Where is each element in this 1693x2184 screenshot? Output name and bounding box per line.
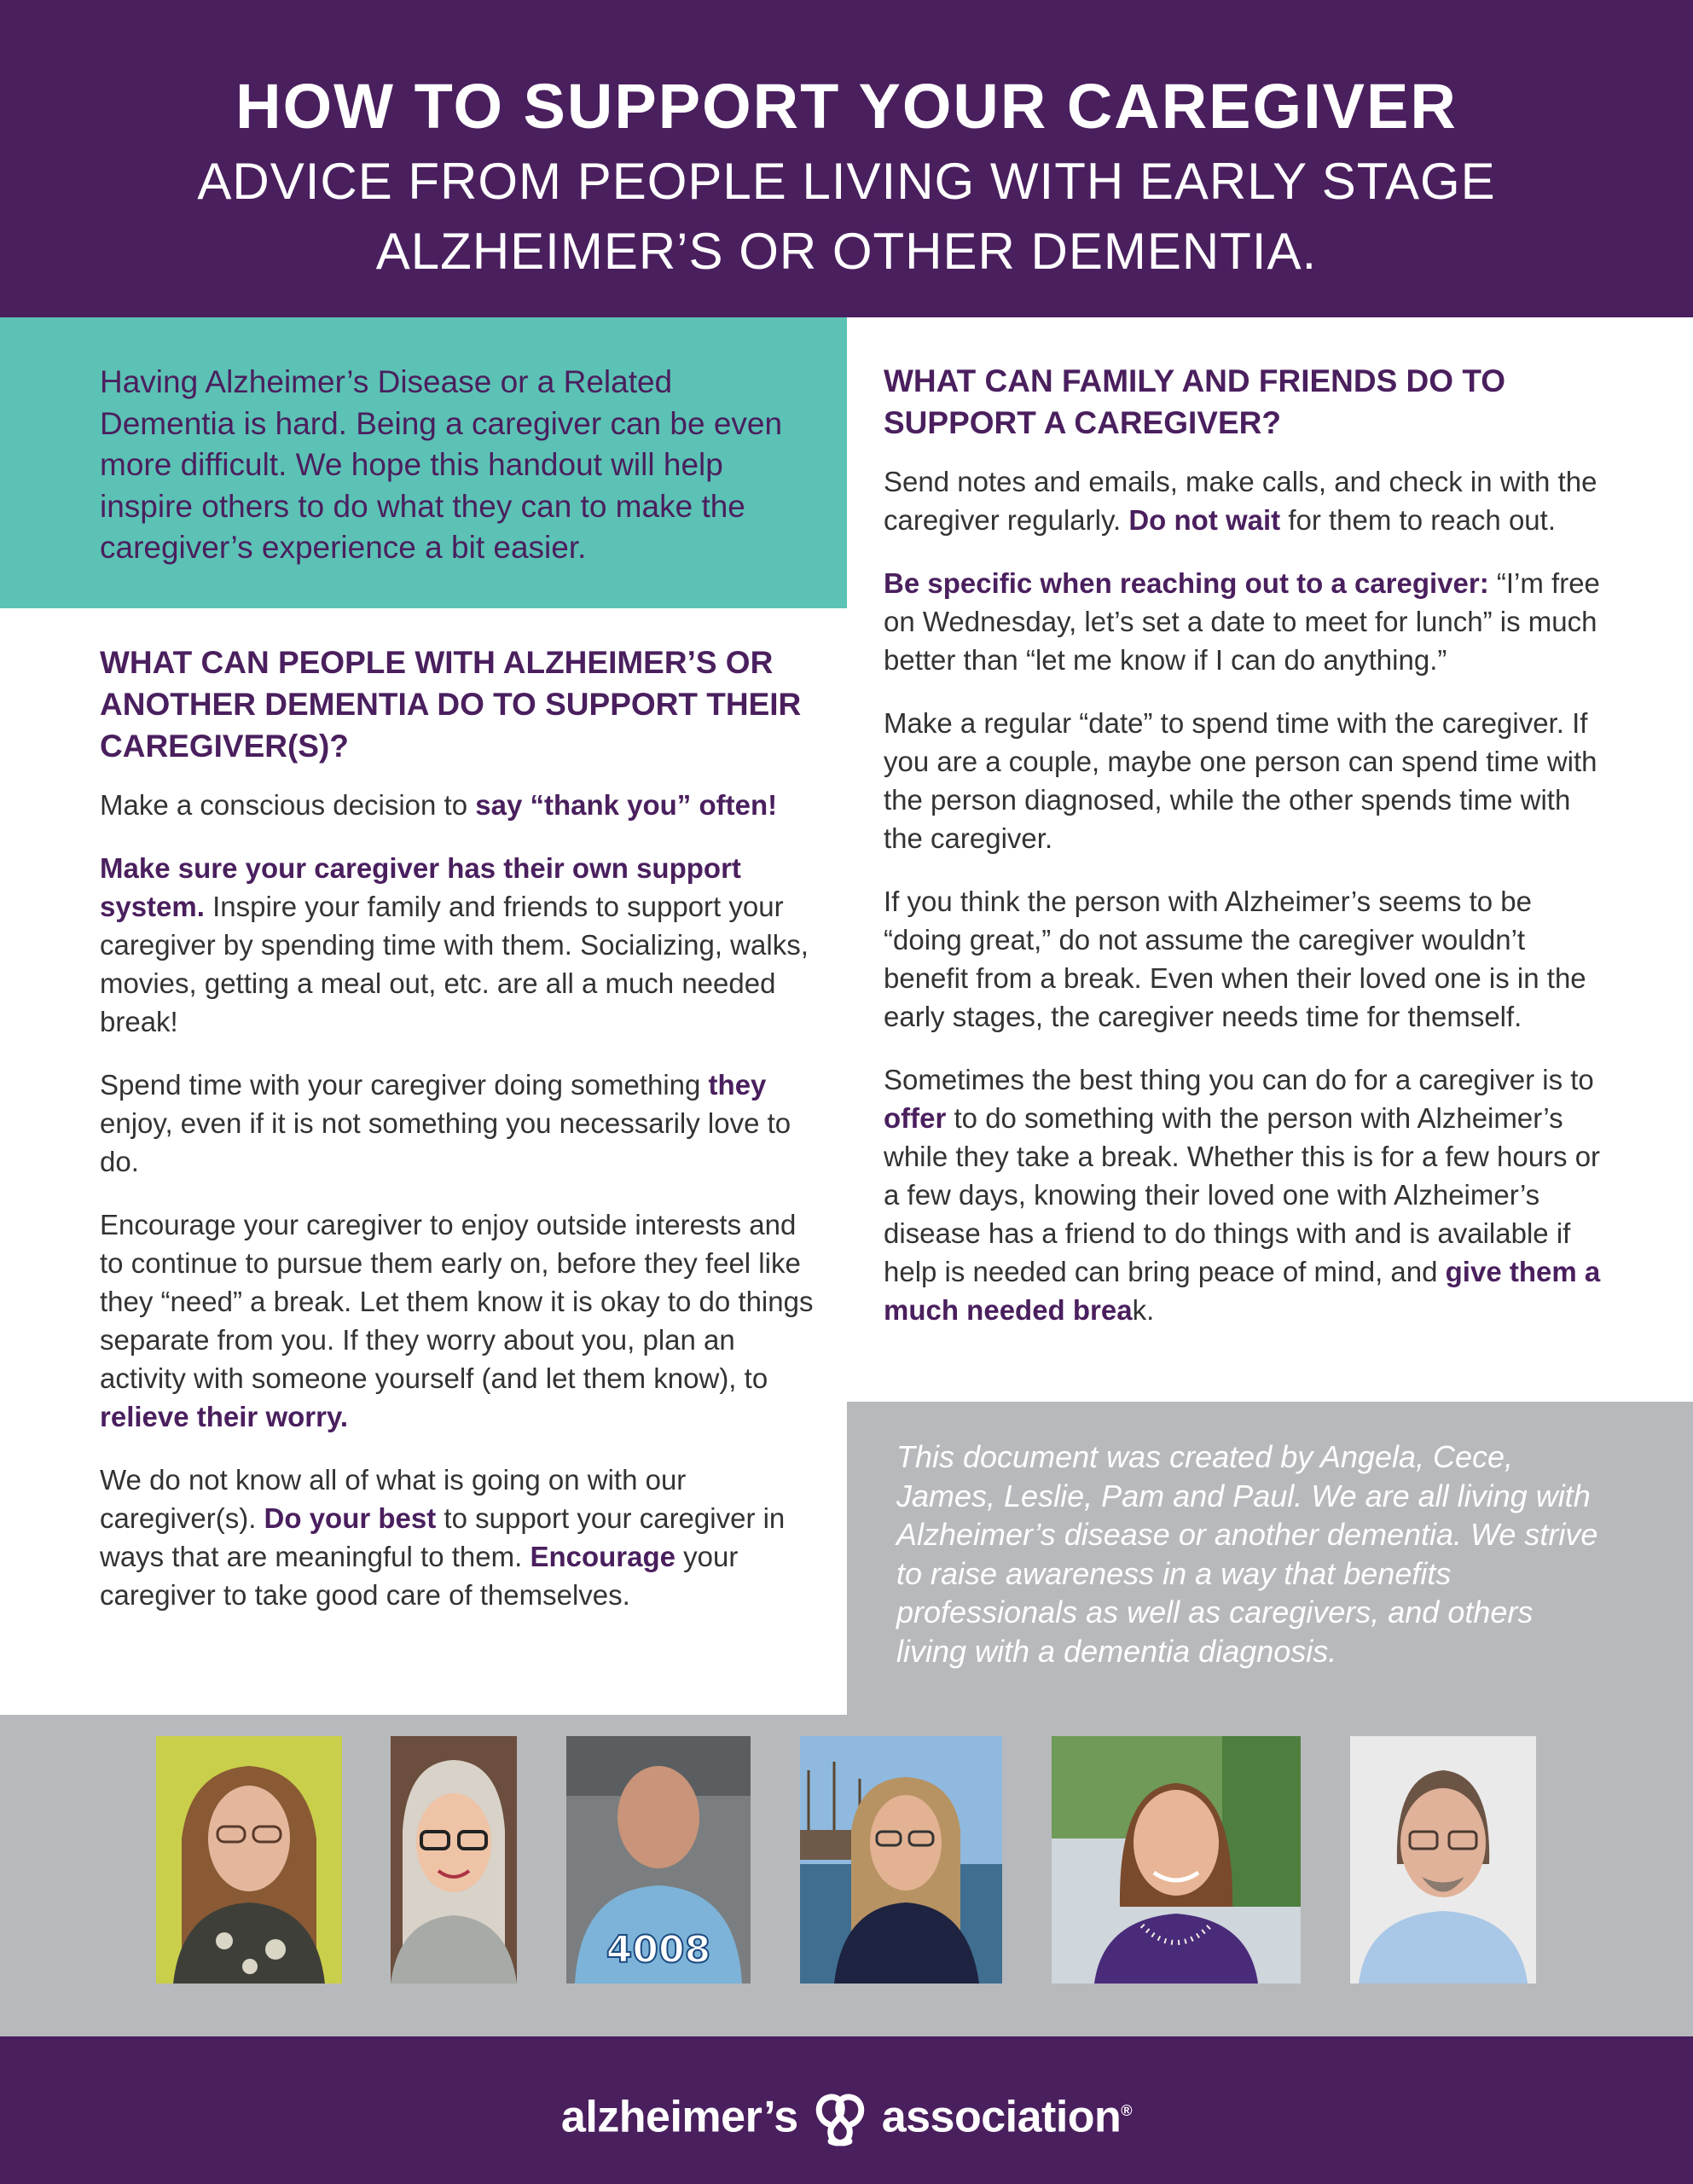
registered-mark: ®	[1121, 2102, 1133, 2119]
right-paragraph-2: Be specific when reaching out to a caregiver: “I’m free on Wednesday, let’s set a date to meet for lunch” is much better than “let me know if I can do anything.”	[884, 567, 1600, 676]
association-logo-icon	[810, 2090, 870, 2150]
right-paragraph-5: Sometimes the best thing you can do for a caregiver is to offer to do something with the person with Alzheimer’s while they take a break. Whether this is for a few hours or a few days, knowing their loved one with Alzheimer’s disease has a friend to do things with and is available if help is needed can bring peace of mind, and give them a much needed break.	[884, 1064, 1601, 1326]
right-heading: WHAT CAN FAMILY AND FRIENDS DO TO SUPPORT A CAREGIVER?	[884, 363, 1506, 440]
left-paragraph-3: Spend time with your caregiver doing something they enjoy, even if it is not something you necessarily love to do.	[100, 1069, 791, 1177]
header-banner	[0, 0, 1693, 317]
svg-text:4008: 4008	[606, 1928, 711, 1972]
photo-paul	[1350, 1736, 1536, 1984]
left-paragraph-4: Encourage your caregiver to enjoy outside interests and to continue to pursue them early on, before they feel like they “need” a break. Let them know it is okay to do things separate from you. If they worry about you, plan an activity with someone yourself (and let them know), to relieve their worry.	[100, 1209, 814, 1432]
photo-angela	[156, 1736, 342, 1984]
page-title: HOW TO SUPPORT YOUR CAREGIVER	[235, 71, 1458, 142]
logo-text-right: association	[881, 2092, 1122, 2142]
right-paragraph-4: If you think the person with Alzheimer’s seems to be “doing great,” do not assume the caregiver wouldn’t benefit from a break. Even when their loved one is in the early stages, the caregiver needs time for themself.	[884, 886, 1586, 1032]
left-heading: WHAT CAN PEOPLE WITH ALZHEIMER’S OR ANOTHER DEMENTIA DO TO SUPPORT THEIR CAREGIVER(S)?	[100, 645, 802, 764]
photo-strip	[0, 1715, 1693, 2036]
credit-text: This document was created by Angela, Cece, James, Leslie, Pam and Paul. We are all living with Alzheimer’s disease or another dementia. We strive to raise awareness in a way that benefits professionals as well as caregivers, and others living with a dementia diagnosis.	[896, 1439, 1598, 1669]
left-paragraph-5: We do not know all of what is going on with our caregiver(s). Do your best to support your caregiver in ways that are meaningful to them. Encourage your caregiver to take good care of themselves.	[100, 1464, 786, 1611]
photo-cece	[391, 1736, 517, 1984]
right-paragraph-1: Send notes and emails, make calls, and check in with the caregiver regularly. Do not wait for them to reach out.	[884, 466, 1597, 536]
page-subtitle: ADVICE FROM PEOPLE LIVING WITH EARLY STAGE ALZHEIMER’S OR OTHER DEMENTIA.	[197, 153, 1496, 280]
photo-pam	[1052, 1736, 1301, 1984]
intro-text: Having Alzheimer’s Disease or a Related Dementia is hard. Being a caregiver can be even more difficult. We hope this handout will help inspire others to do what they can to make the caregiver’s experience a bit easier.	[100, 364, 783, 565]
photo-leslie	[800, 1736, 1002, 1984]
right-paragraph-3: Make a regular “date” to spend time with the caregiver. If you are a couple, maybe one person can spend time with the person diagnosed, while the other spends time with the caregiver.	[884, 707, 1597, 854]
right-column	[884, 360, 1602, 1354]
left-paragraph-2: Make sure your caregiver has their own support system. Inspire your family and friends to support your caregiver by spending time with them. Socializing, walks, movies, getting a meal out, etc. are all a much needed break!	[100, 852, 809, 1037]
logo-text-left: alzheimer’s	[560, 2092, 798, 2142]
left-column	[100, 642, 816, 1639]
left-paragraph-1: Make a conscious decision to say “thank you” often!	[100, 789, 778, 821]
footer-banner	[0, 2036, 1693, 2184]
photo-james	[566, 1736, 751, 1984]
alzheimers-association-logo	[0, 2081, 1693, 2140]
intro-box	[0, 317, 847, 608]
credit-box	[847, 1402, 1693, 1715]
